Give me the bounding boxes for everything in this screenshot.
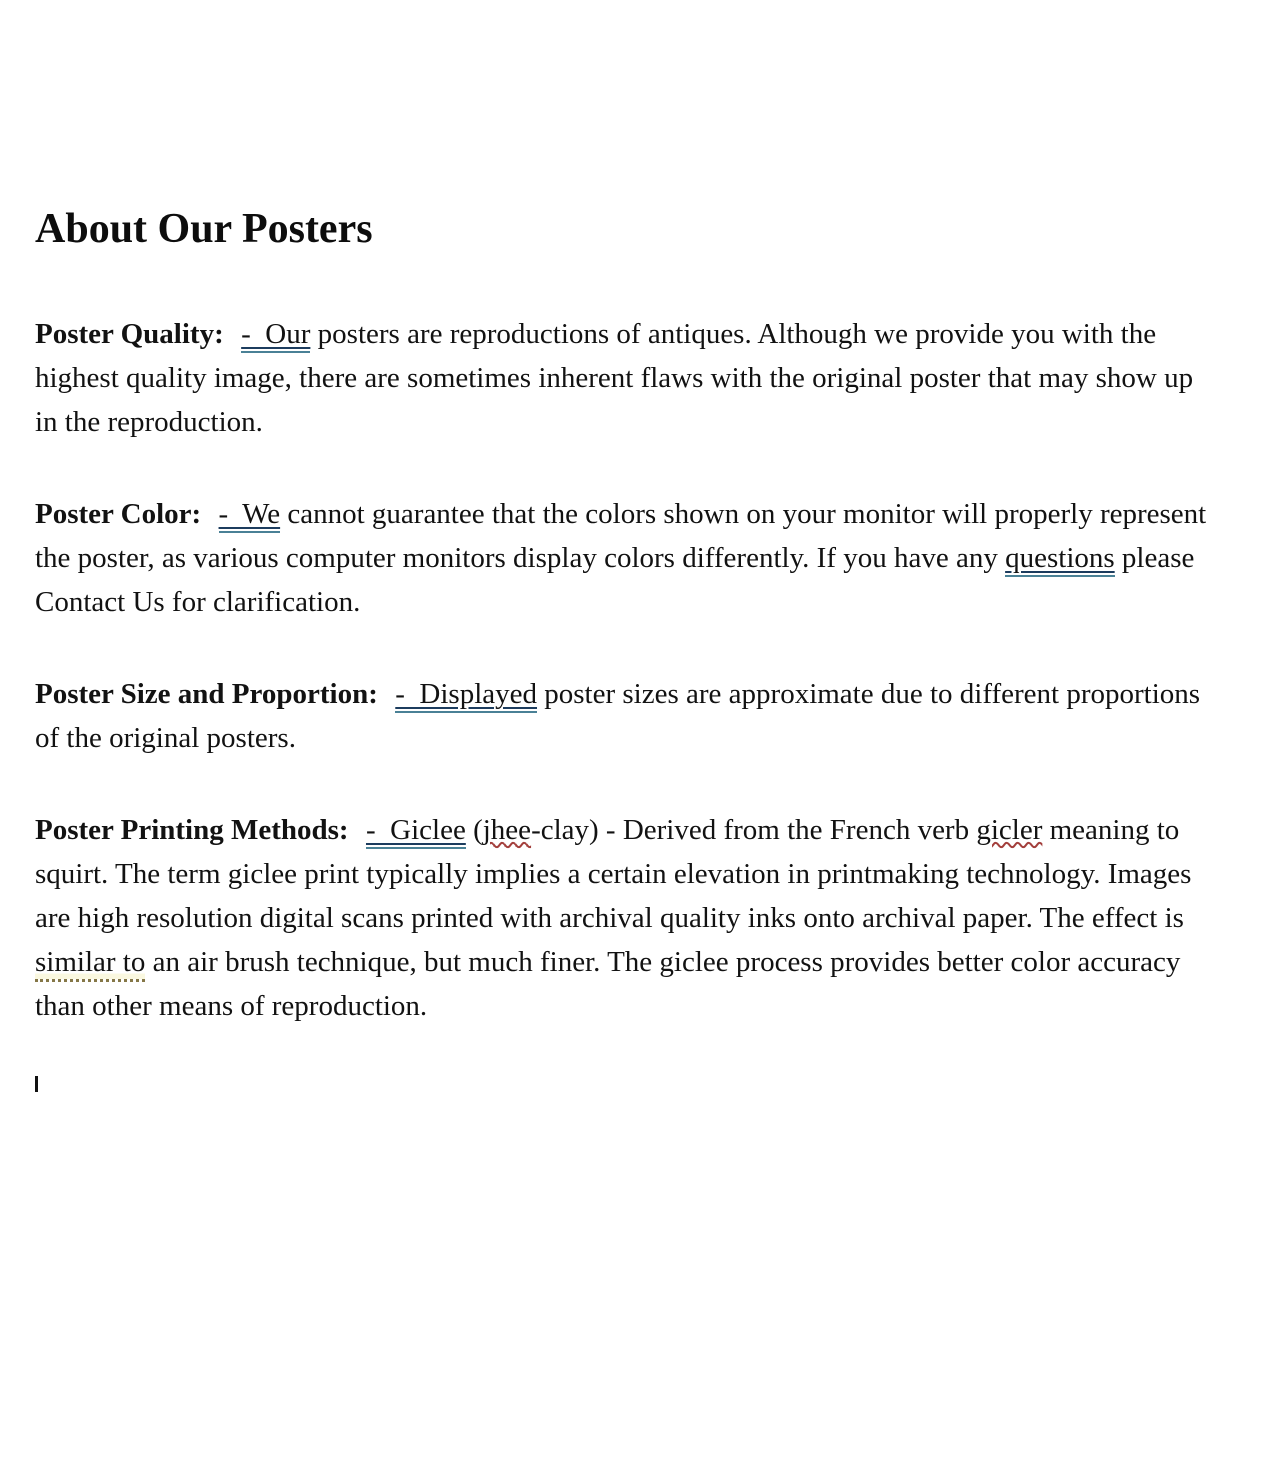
poster-size-text: poster sizes are approximate due to different proportions of the original posters. bbox=[35, 678, 1201, 755]
poster-printing-link[interactable]: - Giclee bbox=[366, 814, 466, 849]
paragraph-poster-size bbox=[35, 672, 1207, 760]
misspelled-word-gicler: gicler bbox=[976, 814, 1043, 847]
page-title: About Our Posters bbox=[35, 206, 373, 252]
poster-size-link[interactable]: - Displayed bbox=[395, 678, 537, 713]
poster-quality-text: posters are reproductions of antiques. Although we provide you with the highest quality image, there are sometimes inherent flaws with the original poster that may show up in the reproduction. bbox=[35, 318, 1194, 439]
poster-color-link[interactable]: - We bbox=[219, 498, 281, 533]
poster-printing-label: Poster Printing Methods: bbox=[35, 814, 349, 847]
text-caret bbox=[35, 1076, 38, 1092]
misspelled-word-jhee: jhee bbox=[482, 814, 532, 847]
poster-printing-text-2: -clay) - Derived from the French verb bbox=[531, 814, 977, 847]
questions-link[interactable]: questions bbox=[1005, 542, 1115, 577]
poster-quality-label: Poster Quality: bbox=[35, 318, 224, 351]
poster-color-label: Poster Color: bbox=[35, 498, 202, 531]
poster-printing-text-3: meaning to squirt. The term giclee print typically implies a certain elevation in printmaking technology. Images are high resolution digital scans printed with archival quality inks onto archival paper. The effect is bbox=[35, 814, 1192, 935]
document-page bbox=[35, 204, 1207, 1092]
paragraph-poster-printing bbox=[35, 808, 1207, 1028]
poster-color-text-before: cannot guarantee that the colors shown on your monitor will properly represent the poster, as various computer monitors display colors differently. If you have any bbox=[35, 498, 1207, 575]
poster-color-text-after: please Contact Us for clarification. bbox=[35, 542, 1195, 619]
grammar-flagged-phrase: similar to bbox=[35, 946, 145, 982]
poster-size-label: Poster Size and Proportion: bbox=[35, 678, 378, 711]
poster-quality-link[interactable]: - Our bbox=[241, 318, 310, 353]
poster-printing-text-1: ( bbox=[465, 814, 483, 847]
paragraph-poster-color bbox=[35, 492, 1207, 624]
paragraph-poster-quality bbox=[35, 312, 1207, 444]
poster-printing-text-4: an air brush technique, but much finer. The giclee process provides better color accuracy than other means of reproduction. bbox=[35, 946, 1181, 1023]
